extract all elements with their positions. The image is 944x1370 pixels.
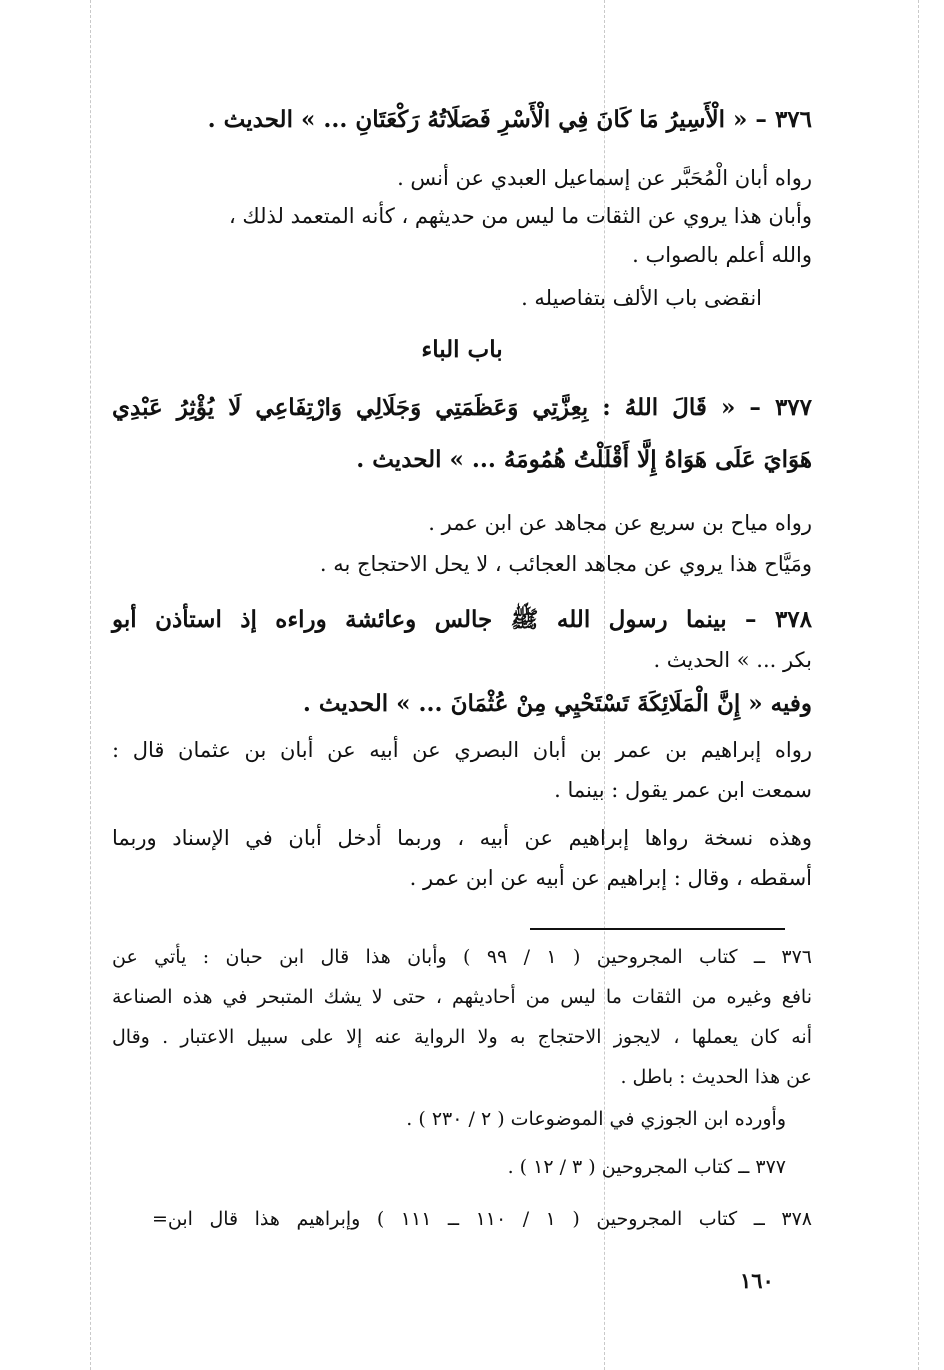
entry-378-heading: ٣٧٨ – بينما رسول الله ﷺ جالس وعائشة وراءه إذ استأذن أبو [112, 606, 812, 633]
entry-378-heading-cont: بكر ... » الحديث . [653, 648, 812, 672]
footnote-376-cont: عن هذا الحديث : باطل . [620, 1066, 812, 1088]
entry-377-narration: رواه مياح بن سريع عن مجاهد عن ابن عمر . [428, 511, 812, 535]
entry-376-narration: رواه أبان الْمُحَبَّر عن إسماعيل العبدي عن أنس . [397, 166, 812, 190]
entry-378-narration-cont: سمعت ابن عمر يقول : بينما . [554, 778, 812, 802]
entry-377-heading-cont: هَوَايَ عَلَى هَوَاهُ إِلَّا أَقْلَلْتُ هُمُومَهُ ... » الحديث . [356, 446, 812, 473]
entry-378-comment-cont: أسقطه ، وقال : إبراهيم عن أبيه عن ابن عمر . [409, 866, 812, 890]
page-number: ١٦٠ [740, 1268, 774, 1293]
footnote-376: ٣٧٦ ــ كتاب المجروحين ( ١ / ٩٩ ) وأبان هذا قال ابن حبان : يأتي عن [112, 946, 812, 968]
footnote-separator [530, 928, 785, 930]
chapter-heading: باب الباء [421, 336, 503, 363]
footnotes [112, 948, 812, 1248]
footnote-376-cont: أنه كان يعملها ، لايجوز الاحتجاج به ولا الرواية عنه إلا على سبيل الاعتبار . وقال [112, 1026, 812, 1048]
scan-guide-line [918, 0, 919, 1370]
chapter-end-note: انقضى باب الألف بتفاصيله . [521, 286, 762, 310]
entry-376-comment-end: والله أعلم بالصواب . [632, 243, 812, 267]
entry-377-comment: ومَيَّاح هذا يروي عن مجاهد العجائب ، لا يحل الاحتجاج به . [319, 552, 812, 576]
scan-guide-line [90, 0, 91, 1370]
entry-378-comment: وهذه نسخة رواها إبراهيم عن أبيه ، وربما أدخل أبان في الإسناد وربما [112, 826, 812, 850]
entry-378-quote: وفيه « إِنَّ الْمَلَائِكَةَ تَسْتَحْيِي مِنْ عُثْمَانَ ... » الحديث . [302, 690, 812, 717]
entry-378-narration: رواه إبراهيم بن عمر بن أبان البصري عن أبيه عن أبان بن عثمان قال : [112, 738, 812, 762]
entry-376-heading: ٣٧٦ – « الْأَسِيرُ مَا كَانَ فِي الْأَسْرِ فَصَلَاتُهُ رَكْعَتَانِ ... » الحديث . [207, 106, 812, 133]
footnote-377: ٣٧٧ ــ كتاب المجروحين ( ٣ / ١٢ ) . [507, 1156, 786, 1178]
footnote-376-cont: وأورده ابن الجوزي في الموضوعات ( ٢ / ٢٣٠ ) . [406, 1108, 786, 1130]
footnote-378: ٣٧٨ ــ كتاب المجروحين ( ١ / ١١٠ ــ ١١١ ) وإبراهيم هذا قال ابن= [152, 1208, 812, 1230]
footnote-376-cont: نافع وغيره من الثقات ما ليس من أحاديثهم ، حتى لا يشك المتبحر في هذه الصناعة [112, 986, 812, 1008]
entry-377-heading: ٣٧٧ – « قَالَ اللهُ : بِعِزَّتِي وَعَظَمَتِي وَجَلَالِي وَارْتِفَاعِي لَا يُؤْثِرُ عَبْدِي [112, 394, 812, 421]
entry-376-comment: وأبان هذا يروي عن الثقات ما ليس من حديثهم ، كأنه المتعمد لذلك ، [228, 204, 812, 228]
